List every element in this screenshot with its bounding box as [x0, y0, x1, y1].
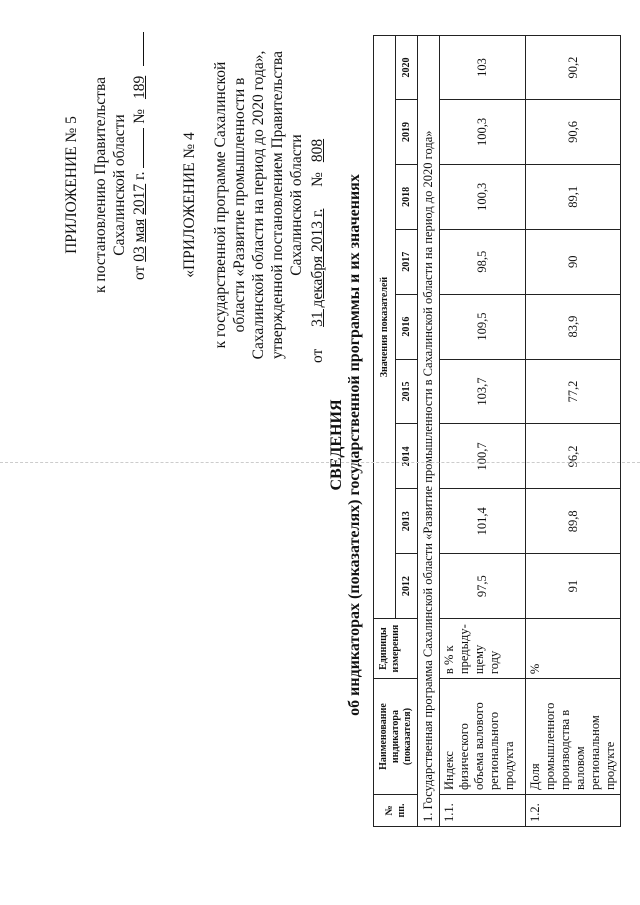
row-value: 91	[526, 554, 621, 619]
attachment5-block	[62, 20, 149, 350]
attachment4-block	[180, 25, 327, 385]
table-row	[526, 36, 621, 827]
row-name: Доля промышленного производства в валовом региональном продукте	[526, 679, 621, 795]
document-heading	[328, 65, 364, 825]
year-header: 2012	[396, 554, 418, 619]
program-title: 1. Государственная программа Сахалинской области «Развитие промышленности в Сахалинской области на период до 2020 года»	[418, 36, 440, 827]
program-row	[418, 36, 440, 827]
year-header: 2015	[396, 359, 418, 424]
attachment4-date: 31 декабря 2013 г.	[309, 208, 326, 327]
header-num: № пп.	[374, 795, 418, 827]
table-row	[440, 36, 526, 827]
year-header: 2016	[396, 294, 418, 359]
row-value: 90,2	[526, 36, 621, 100]
year-header: 2020	[396, 36, 418, 100]
row-name: Индекс физического объема валового регионального продукта	[440, 679, 526, 795]
row-value: 96,2	[526, 424, 621, 489]
year-header: 2013	[396, 489, 418, 554]
row-value: 89,1	[526, 164, 621, 229]
attachment5-number: 189	[131, 75, 148, 100]
row-value: 97,5	[440, 554, 526, 619]
attachment5-line2: Сахалинской области	[111, 114, 128, 256]
table-header-row	[374, 36, 396, 827]
row-value: 100,7	[440, 424, 526, 489]
row-value: 100,3	[440, 164, 526, 229]
row-num: 1.1.	[440, 795, 526, 827]
year-header: 2019	[396, 100, 418, 165]
header-name: Наименование индикатора (показателя)	[374, 679, 418, 795]
row-value: 101,4	[440, 489, 526, 554]
row-num: 1.2.	[526, 795, 621, 827]
attachment5-line1: к постановлению Правительства	[92, 77, 109, 293]
year-header: 2018	[396, 164, 418, 229]
attachment4-line: Сахалинской области	[288, 134, 305, 276]
heading-line2: об индикаторах (показателях) государственной программы и их значениях	[346, 174, 363, 716]
row-value: 100,3	[440, 100, 526, 165]
attachment4-number: 808	[309, 138, 326, 163]
row-unit: в % к предыду-щему году	[440, 619, 526, 679]
attachment5-month: мая	[131, 218, 148, 243]
row-value: 103,7	[440, 359, 526, 424]
row-value: 77,2	[526, 359, 621, 424]
scan-artifact-line	[0, 462, 640, 463]
header-unit: Единицы измерения	[374, 619, 418, 679]
attachment5-year: 2017	[131, 183, 148, 215]
row-value: 109,5	[440, 294, 526, 359]
header-values: Значения показателей	[374, 36, 396, 619]
attachment4-date-line: от 31 декабря 2013 г. № 808	[309, 138, 326, 363]
row-value: 90,6	[526, 100, 621, 165]
indicators-table	[373, 35, 621, 827]
row-unit: %	[526, 619, 621, 679]
attachment5-title: ПРИЛОЖЕНИЕ № 5	[63, 116, 80, 254]
attachment5-day: 03	[131, 246, 148, 262]
attachment4-title: «ПРИЛОЖЕНИЕ № 4	[181, 132, 198, 278]
year-header: 2014	[396, 424, 418, 489]
row-value: 103	[440, 36, 526, 100]
heading-line1: СВЕДЕНИЯ	[328, 399, 345, 491]
row-value: 89,8	[526, 489, 621, 554]
attachment5-date-line: от 03 мая 2017 г. № 189	[129, 20, 149, 350]
attachment4-line: утвержденной постановлением Правительства	[269, 51, 286, 359]
attachment4-line: области «Развитие промышленности в	[231, 77, 248, 333]
row-value: 83,9	[526, 294, 621, 359]
year-header: 2017	[396, 229, 418, 294]
attachment4-line: Сахалинской области на период до 2020 года»,	[250, 50, 267, 360]
row-value: 90	[526, 229, 621, 294]
row-value: 98,5	[440, 229, 526, 294]
attachment4-line: к государственной программе Сахалинской	[212, 61, 229, 349]
